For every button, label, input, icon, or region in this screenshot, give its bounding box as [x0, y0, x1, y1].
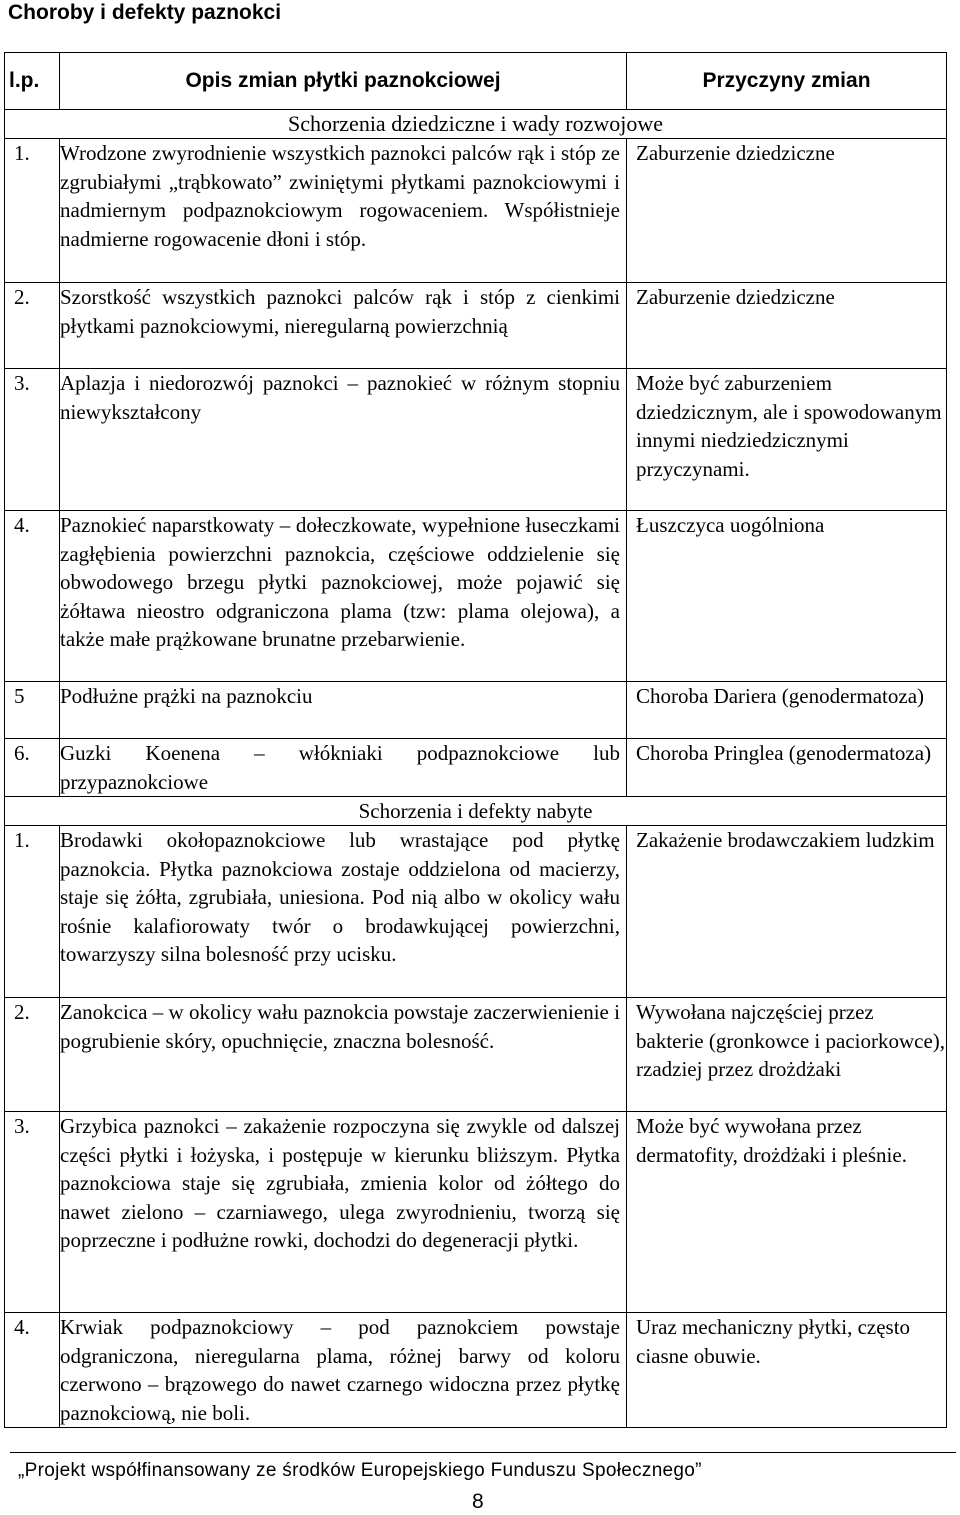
row-number: 1. [5, 826, 60, 998]
table-row [5, 1112, 947, 1313]
footer-project-note: „Projekt współfinansowany ze środków Europejskiego Funduszu Społecznego” [18, 1460, 702, 1481]
row-number: 3. [5, 1112, 60, 1313]
row-description: Guzki Koenena – włókniaki podpaznokciowe lub przypaznokciowe [60, 739, 627, 797]
row-number: 4. [5, 1313, 60, 1428]
section-row-hereditary [5, 110, 947, 139]
header-description: Opis zmian płytki paznokciowej [60, 53, 627, 110]
row-cause: Zaburzenie dziedziczne [627, 283, 947, 369]
table-row [5, 511, 947, 682]
row-description: Paznokieć naparstkowaty – dołeczkowate, wypełnione łuseczkami zagłębienia powierzchni paznokcia, częściowe oddzielenie się obwodowego brzegu płytki paznokciowej, może pojawić się żółtawa nieostro odgraniczona plama (tzw: plama olejowa), a także małe prążkowane brunatne przebarwienie. [60, 511, 627, 682]
table-header-row [5, 53, 947, 110]
table-row [5, 998, 947, 1112]
table-row [5, 826, 947, 998]
row-description: Zanokcica – w okolicy wału paznokcia powstaje zaczerwienienie i pogrubienie skóry, opuchnięcie, znaczna bolesność. [60, 998, 627, 1112]
row-description: Wrodzone zwyrodnienie wszystkich paznokci palców rąk i stóp ze zgrubiałymi „trąbkowato” zwiniętymi płytkami paznokciowymi i nadmiernym podpaznokciowym rogowaceniem. Współistnieje nadmierne rogowacenie dłoni i stóp. [60, 139, 627, 283]
row-number: 5 [5, 682, 60, 739]
row-cause: Choroba Dariera (genodermatoza) [627, 682, 947, 739]
table-row [5, 283, 947, 369]
section-title-hereditary: Schorzenia dziedziczne i wady rozwojowe [5, 110, 947, 139]
row-cause: Choroba Pringlea (genodermatoza) [627, 739, 947, 797]
table-row [5, 139, 947, 283]
table-row [5, 682, 947, 739]
row-description: Brodawki okołopaznokciowe lub wrastające pod płytkę paznokcia. Płytka paznokciowa zostaje oddzielona od macierzy, staje się żółta, zgrubiała, uniesiona. Pod nią albo w okolicy wału rośnie kalafiorowaty twór o brodawkującej powierzchni, towarzyszy silna bolesność przy ucisku. [60, 826, 627, 998]
row-description: Aplazja i niedorozwój paznokci – paznokieć w różnym stopniu niewykształcony [60, 369, 627, 511]
row-cause: Może być wywołana przez dermatofity, drożdżaki i pleśnie. [627, 1112, 947, 1313]
row-description: Grzybica paznokci – zakażenie rozpoczyna się zwykle od dalszej części płytki i łożyska, i postępuje w kierunku bliższym. Płytka paznokciowa staje się zgrubiała, zmienia kolor od żółtego do nawet zielono – czarniawego, ulega zwyrodnieniu, tworzą się poprzeczne i podłużne rowki, dochodzi do degeneracji płytki. [60, 1112, 627, 1313]
section-title-acquired: Schorzenia i defekty nabyte [5, 797, 947, 826]
header-lp: l.p. [5, 53, 60, 110]
row-number: 2. [5, 283, 60, 369]
row-cause: Może być zaburzeniem dziedzicznym, ale i spowodowanym innymi niedziedzicznymi przyczynami. [627, 369, 947, 511]
document-title: Choroby i defekty paznokci [8, 1, 282, 24]
header-causes: Przyczyny zmian [627, 53, 947, 110]
row-number: 2. [5, 998, 60, 1112]
table-row [5, 1313, 947, 1428]
row-number: 4. [5, 511, 60, 682]
table-row [5, 739, 947, 797]
row-description: Krwiak podpaznokciowy – pod paznokciem powstaje odgraniczona, nieregularna plama, różnej barwy od koloru czerwono – brązowego do nawet czarnego widoczna przez płytkę paznokciową, nie boli. [60, 1313, 627, 1428]
nail-diseases-table [4, 52, 947, 1428]
page-number: 8 [472, 1490, 484, 1513]
row-cause: Łuszczyca uogólniona [627, 511, 947, 682]
row-cause: Wywołana najczęściej przez bakterie (gronkowce i paciorkowce), rzadziej przez drożdżaki [627, 998, 947, 1112]
row-description: Podłużne prążki na paznokciu [60, 682, 627, 739]
row-cause: Zaburzenie dziedziczne [627, 139, 947, 283]
row-number: 6. [5, 739, 60, 797]
row-number: 1. [5, 139, 60, 283]
row-description: Szorstkość wszystkich paznokci palców rąk i stóp z cienkimi płytkami paznokciowymi, nieregularną powierzchnią [60, 283, 627, 369]
section-row-acquired [5, 797, 947, 826]
row-number: 3. [5, 369, 60, 511]
footer-divider [10, 1452, 956, 1453]
table-row [5, 369, 947, 511]
row-cause: Zakażenie brodawczakiem ludzkim [627, 826, 947, 998]
row-cause: Uraz mechaniczny płytki, często ciasne obuwie. [627, 1313, 947, 1428]
